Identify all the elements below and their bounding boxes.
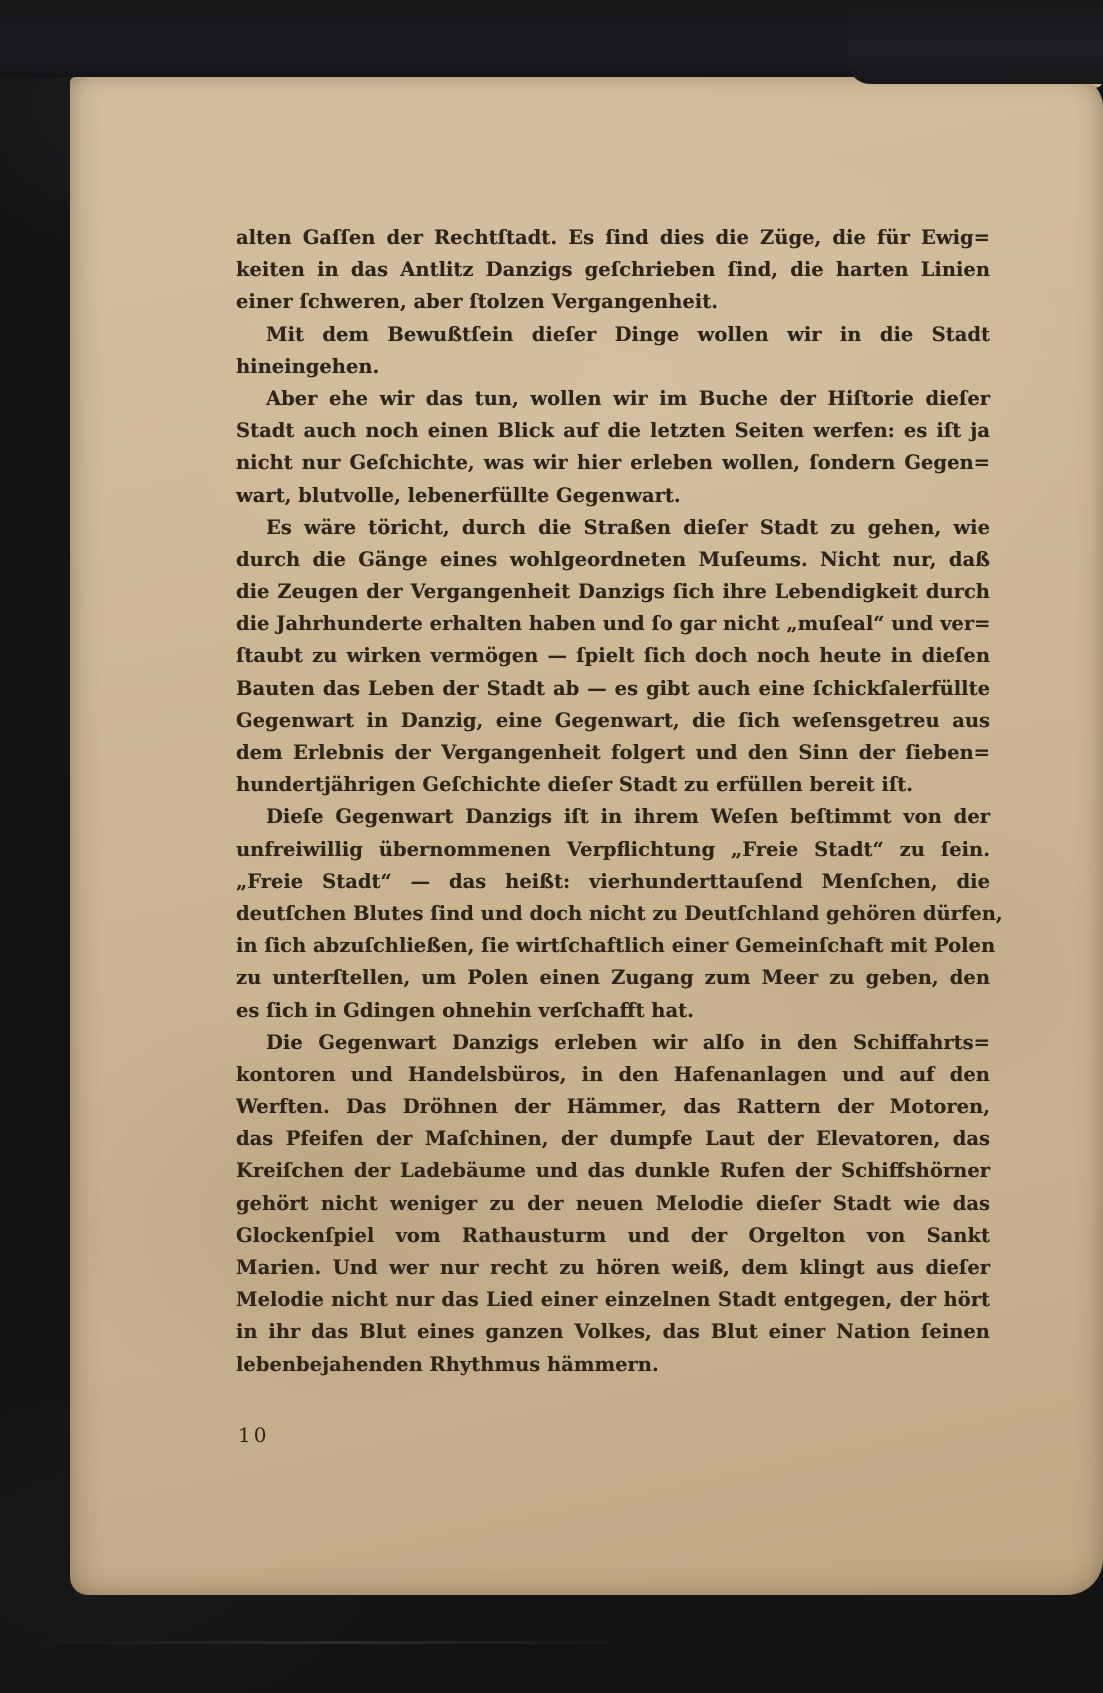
text-line: Kreiſchen der Ladebäume und das dunkle Rufen der Schiffshörner (236, 1159, 990, 1183)
text-line: wart, blutvolle, lebenerfüllte Gegenwart. (236, 483, 681, 507)
text-line: alten Gaſſen der Rechtſtadt. Es ſind dies die Züge, die für Ewig= (236, 226, 990, 249)
text-line: hundertjährigen Geſchichte dieſer Stadt zu erfüllen bereit iſt. (236, 773, 914, 797)
text-line: einer ſchweren, aber ſtolzen Vergangenheit. (236, 290, 718, 314)
text-line: Werften. Das Dröhnen der Hämmer, das Rattern der Motoren, (236, 1095, 990, 1119)
text-line: nicht nur Geſchichte, was wir hier erleben wollen, ſondern Gegen= (236, 451, 990, 475)
text-line: Dieſe Gegenwart Danzigs iſt in ihrem Weſen beſtimmt von der (266, 805, 990, 829)
body-text (236, 222, 1003, 1381)
text-line: das Pfeifen der Maſchinen, der dumpfe Laut der Elevatoren, das (236, 1127, 990, 1151)
text-line: Die Gegenwart Danzigs erleben wir alſo in den Schiffahrts= (266, 1030, 990, 1054)
text-line: in ſich abzuſchließen, ſie wirtſchaftlich einer Gemeinſchaft mit Polen (236, 934, 996, 958)
text-line: „Freie Stadt“ — das heißt: vierhunderttauſend Menſchen, die (236, 869, 990, 893)
text-line: Melodie nicht nur das Lied einer einzelnen Stadt entgegen, der hört (236, 1288, 990, 1312)
text-line: lebenbejahenden Rhythmus hämmern. (236, 1352, 659, 1376)
text-line: es ſich in Gdingen ohnehin verſchafft hat. (236, 998, 694, 1022)
text-line: Stadt auch noch einen Blick auf die letzten Seiten werfen: es iſt ja (236, 419, 990, 443)
cover-crease (30, 1641, 650, 1644)
text-line: kontoren und Handelsbüros, in den Hafenanlagen und auf den (236, 1062, 990, 1086)
text-line: keiten in das Antlitz Danzigs geſchrieben ſind, die harten Linien (236, 258, 990, 282)
text-line: die Jahrhunderte erhalten haben und ſo gar nicht „muſeal“ und ver= (236, 612, 991, 636)
text-line: unfreiwillig übernommenen Verpflichtung „Freie Stadt“ zu ſein. (236, 837, 990, 861)
text-line: durch die Gänge eines wohlgeordneten Muſeums. Nicht nur, daß (236, 547, 990, 571)
text-line: in ihr das Blut eines ganzen Volkes, das Blut einer Nation ſeinen (236, 1320, 990, 1344)
text-line: hineingehen. (236, 354, 380, 378)
text-line: Marien. Und wer nur recht zu hören weiß, dem klingt aus dieſer (236, 1256, 990, 1279)
page-number: 10 (238, 1423, 270, 1447)
text-line: Gegenwart in Danzig, eine Gegenwart, die ſich weſensgetreu aus (236, 708, 990, 732)
text-line: die Zeugen der Vergangenheit Danzigs ſich ihre Lebendigkeit durch (236, 580, 990, 604)
text-line: Mit dem Bewußtſein dieſer Dinge wollen wir in die Stadt (266, 322, 990, 346)
text-line: ſtaubt zu wirken vermögen — ſpielt ſich doch noch heute in dieſen (236, 644, 990, 668)
text-line: dem Erlebnis der Vergangenheit folgert und den Sinn der ſieben= (236, 741, 990, 764)
cover-top-band-right (848, 0, 1103, 84)
book-page (70, 77, 1103, 1595)
text-line: Es wäre töricht, durch die Straßen dieſer Stadt zu gehen, wie (266, 515, 990, 539)
text-line: Glockenſpiel vom Rathausturm und der Orgelton von Sankt (236, 1223, 990, 1247)
text-line: gehört nicht weniger zu der neuen Melodie dieſer Stadt wie das (236, 1191, 990, 1215)
text-line: Bauten das Leben der Stadt ab — es gibt auch eine ſchickſalerfüllte (236, 676, 990, 700)
text-line: zu unterſtellen, um Polen einen Zugang zum Meer zu geben, den (236, 966, 990, 990)
text-line: deutſchen Blutes ſind und doch nicht zu Deutſchland gehören dürfen, (236, 901, 1003, 925)
text-line: Aber ehe wir das tun, wollen wir im Buche der Hiſtorie dieſer (266, 386, 990, 410)
